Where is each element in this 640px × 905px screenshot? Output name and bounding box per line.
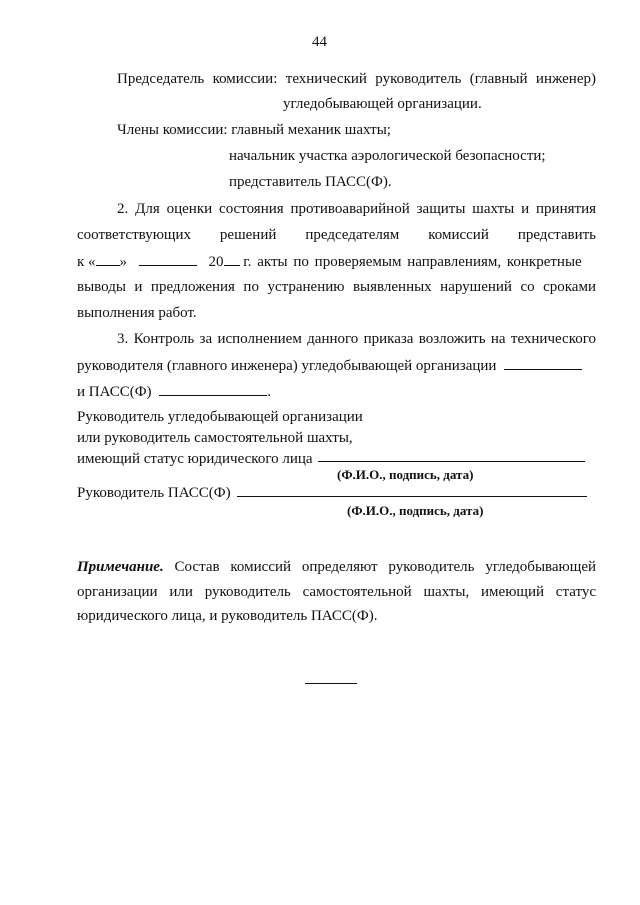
page-number: 44 [312,34,327,50]
item2-line-1: 2. Для оценки состояния противоаварийной защиты шахты и принятия [117,201,596,217]
chairman-line-1: Председатель комиссии: технический руководитель (главный инженер) [117,71,596,87]
year-blank[interactable] [224,252,240,266]
item2-line-4: выводы и предложения по устранению выявленных нарушений со сроками [77,279,596,295]
org-blank[interactable] [504,356,582,370]
signature-line-2[interactable] [237,496,587,497]
pass-blank[interactable] [159,382,267,396]
date-close: » [119,254,128,270]
members-line-1: Члены комиссии: главный механик шахты; [117,122,391,138]
end-rule [305,683,357,684]
day-blank[interactable] [96,252,120,266]
item3-line-3-end: . [267,384,272,400]
signature-head-line-2: или руководитель самостоятельной шахты, [77,430,353,446]
signature-line-1[interactable] [318,461,585,462]
item3-line-1: 3. Контроль за исполнением данного приказа возложить на технического [117,331,596,347]
note-line-1 [77,558,596,576]
signature-head-line-1: Руководитель угледобывающей организации [77,409,363,425]
members-line-2: начальник участка аэрологической безопасности; [229,148,546,164]
signature-head-line-3 [77,450,313,468]
note-line-2: организации или руководитель самостоятельной шахты, имеющий статус [77,584,596,600]
item3-line-3-text: и ПАСС(Ф) [77,384,152,400]
item3-line-2 [77,356,582,375]
note-line-3: юридического лица, и руководитель ПАСС(Ф). [77,608,378,624]
year-prefix: 20 [208,254,224,270]
item2-line-5: выполнения работ. [77,305,197,321]
signature-caption-2: (Ф.И.О., подпись, дата) [347,503,484,518]
note-label: Примечание. [77,559,164,575]
chairman-line-2: угледобывающей организации. [283,96,482,112]
item2-line-2: соответствующих решений председателям комиссий представить [77,227,596,243]
signature-caption-1: (Ф.И.О., подпись, дата) [337,467,474,482]
item3-line-2-text: руководителя (главного инженера) угледобывающей организации [77,358,497,374]
item3-line-3 [77,382,271,401]
month-blank[interactable] [139,252,197,266]
note-line-1-text: Состав комиссий определяют руководитель угледобывающей [174,559,597,575]
members-line-3: представитель ПАСС(Ф). [229,174,392,190]
item2-line-3 [77,252,582,271]
date-open: к « [77,254,96,270]
item2-line-3-rest: г. акты по проверяемым направлениям, конкретные [243,254,582,270]
pass-head-label: Руководитель ПАСС(Ф) [77,485,231,501]
signature-head-line-3-text: имеющий статус юридического лица [77,451,313,467]
